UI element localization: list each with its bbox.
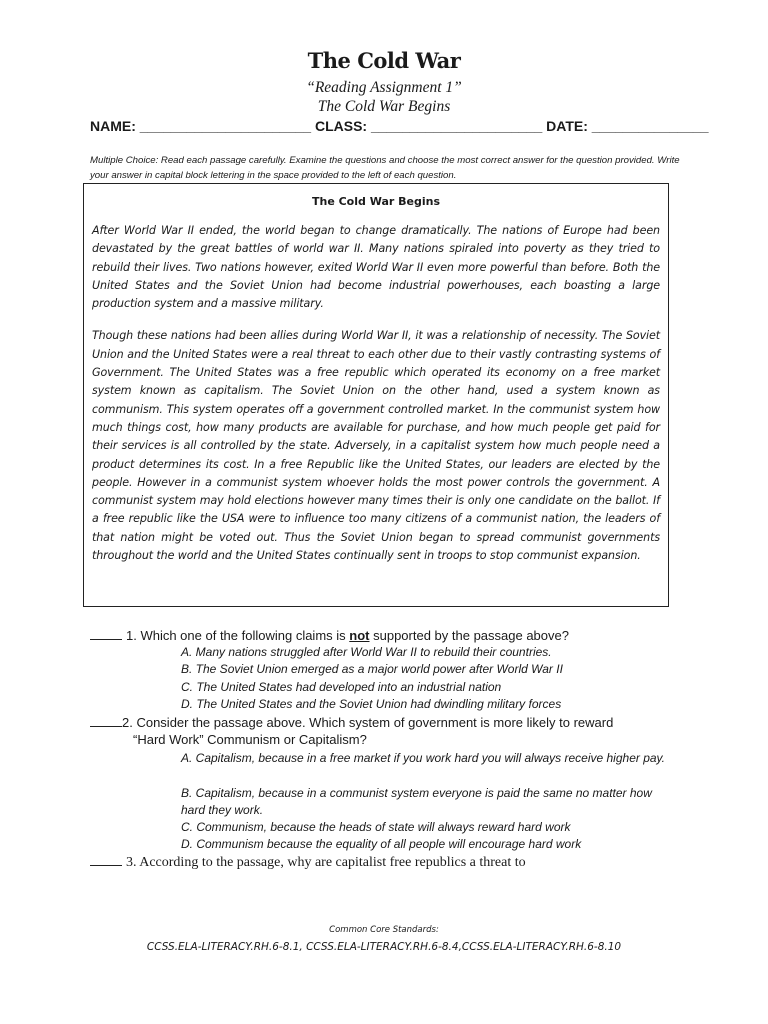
footer-standards-label: Common Core Standards: [329, 925, 439, 935]
assignment-subtitle: “Reading Assignment 1” [306, 79, 462, 96]
question-1-suffix: supported by the passage above? [369, 628, 569, 643]
q2-option-d: D. Communism because the equality of all people will encourage hard work [181, 837, 582, 851]
passage-title: The Cold War Begins [311, 195, 440, 208]
question-1 [90, 627, 569, 643]
q1-option-a: A. Many nations struggled after World War II to rebuild their countries. [181, 645, 552, 659]
question-1-emphasis: not [349, 628, 370, 643]
q2-option-b: B. Capitalism, because in a communist system everyone is paid the same no matter how hard they work. [181, 786, 652, 817]
question-2 [90, 714, 613, 730]
question-2-line1: 2. Consider the passage above. Which system of government is more likely to reward [122, 715, 614, 730]
footer-standards-list: CCSS.ELA-LITERACY.RH.6-8.1, CCSS.ELA-LITERACY.RH.6-8.4,CCSS.ELA-LITERACY.RH.6-8.10 [146, 941, 622, 953]
instructions: Multiple Choice: Read each passage carefully. Examine the questions and choose the most correct answer for the question provided. Write your answer in capital block lettering in the space provided to the left of each question. [90, 155, 680, 181]
passage-paragraph-1: After World War II ended, the world began to change dramatically. The nations of Europe had been devastated by the great battles of world war II. Many nations spiraled into poverty as they tried to rebuild their lives. Two nations however, exited World War II even more powerful than before. Both the United States and the Soviet Union had become industrial powerhouses, each boasting a large production system and a massive military. [92, 224, 660, 311]
question-3 [90, 853, 526, 871]
q1-option-d: D. The United States and the Soviet Union had dwindling military forces [181, 697, 562, 711]
question-2-line2: “Hard Work” Communism or Capitalism? [133, 732, 367, 747]
answer-blank-2[interactable] [90, 714, 122, 727]
q2-option-c: C. Communism, because the heads of state will always reward hard work [181, 820, 571, 834]
q1-option-c: C. The United States had developed into an industrial nation [181, 680, 502, 694]
question-1-prefix: 1. Which one of the following claims is [126, 628, 350, 643]
q1-option-b: B. The Soviet Union emerged as a major world power after World War II [181, 662, 563, 676]
page-title: The Cold War [307, 48, 461, 73]
answer-blank-3[interactable] [90, 853, 122, 866]
question-3-text: 3. According to the passage, why are capitalist free republics a threat to [126, 855, 526, 870]
passage-paragraph-2: Though these nations had been allies during World War II, it was a relationship of necessity. The Soviet Union and the United States were a real threat to each other due to their vastly contrasting systems of Government. The United States was a free republic which operated its economy on a free market system known as capitalism. The Soviet Union on the other hand, used a system known as communism. This system operates off a government controlled market. In the communist system how much things cost, how many products are available for purchase, and how much people get paid for their services is all controlled by the state. Adversely, in a capitalist system how much people need a product determines its cost. In a free Republic like the United States, our leaders are elected by the people. However in a communist system whoever holds the most power controls the government. A communist system may hold elections however many times their is only one candidate on the ballot. If a free republic like the USA were to influence too many citizens of a communist nation, the leaders of that nation might be voted out. Thus the Soviet Union began to spread communist governments throughout the world and the United States continually sent in troops to stop communist expansion. [92, 329, 660, 563]
name-class-date-line: NAME: ______________________ CLASS: ______________________ DATE: _______________ [90, 118, 709, 134]
passage-box [83, 183, 669, 607]
lesson-subtitle: The Cold War Begins [317, 98, 451, 115]
q2-option-a: A. Capitalism, because in a free market if you work hard you will always receive higher pay. [181, 751, 665, 765]
answer-blank-1[interactable] [90, 627, 122, 640]
